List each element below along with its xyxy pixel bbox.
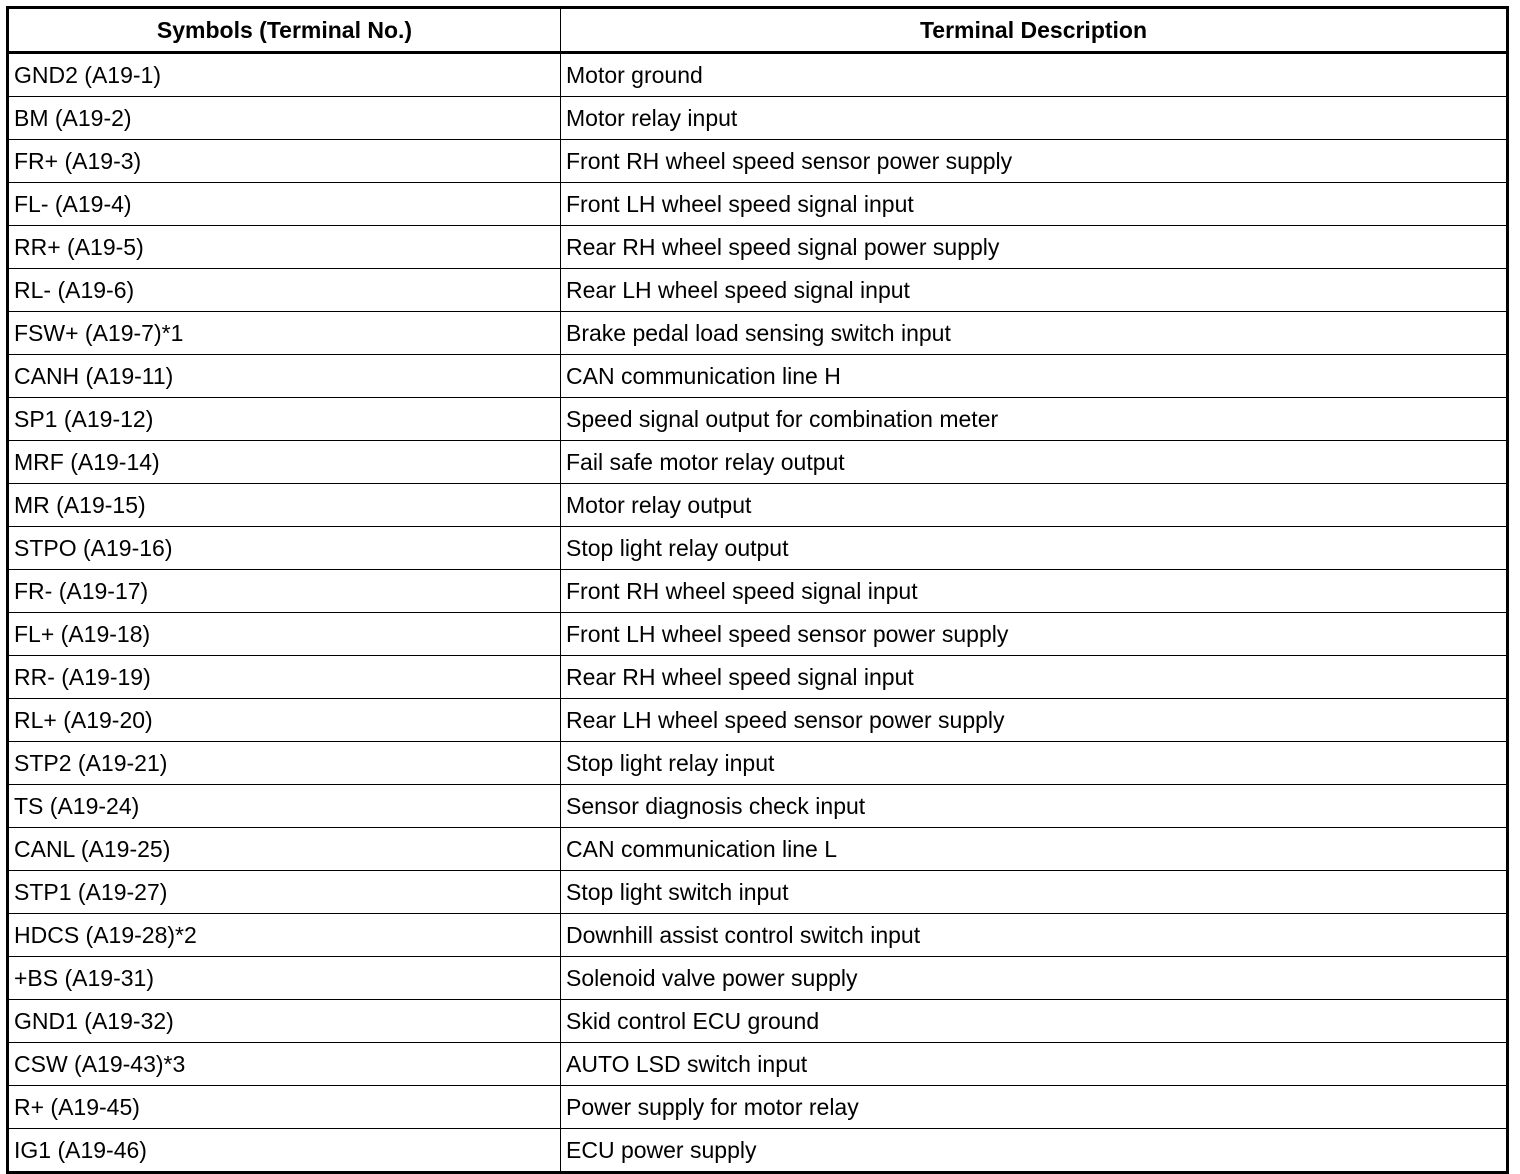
terminal-symbol-cell: IG1 (A19-46)	[8, 1129, 561, 1173]
terminal-symbol-cell: HDCS (A19-28)*2	[8, 914, 561, 957]
terminal-symbol-cell: TS (A19-24)	[8, 785, 561, 828]
terminal-symbol-cell: STP1 (A19-27)	[8, 871, 561, 914]
terminal-description-cell: Rear RH wheel speed signal input	[561, 656, 1508, 699]
terminal-description-cell: Front RH wheel speed signal input	[561, 570, 1508, 613]
terminal-description-cell: Power supply for motor relay	[561, 1086, 1508, 1129]
table-row	[8, 828, 1508, 871]
table-row	[8, 1043, 1508, 1086]
terminal-description-cell: Front LH wheel speed sensor power supply	[561, 613, 1508, 656]
terminal-description-cell: Motor relay output	[561, 484, 1508, 527]
terminal-description-cell: Brake pedal load sensing switch input	[561, 312, 1508, 355]
terminal-symbol-cell: CANL (A19-25)	[8, 828, 561, 871]
terminal-symbol-cell: STPO (A19-16)	[8, 527, 561, 570]
terminal-symbol-cell: FL+ (A19-18)	[8, 613, 561, 656]
table-row	[8, 613, 1508, 656]
table-row	[8, 355, 1508, 398]
table-row	[8, 312, 1508, 355]
terminal-symbol-cell: CSW (A19-43)*3	[8, 1043, 561, 1086]
header-symbol: Symbols (Terminal No.)	[8, 8, 561, 53]
terminal-description-cell: AUTO LSD switch input	[561, 1043, 1508, 1086]
table-row	[8, 441, 1508, 484]
table-row	[8, 1129, 1508, 1173]
terminal-description-cell: CAN communication line L	[561, 828, 1508, 871]
table-row	[8, 1086, 1508, 1129]
terminal-symbol-cell: RL- (A19-6)	[8, 269, 561, 312]
table-row	[8, 183, 1508, 226]
terminal-description-cell: ECU power supply	[561, 1129, 1508, 1173]
terminal-description-cell: Rear LH wheel speed signal input	[561, 269, 1508, 312]
table-row	[8, 742, 1508, 785]
table-row	[8, 226, 1508, 269]
table-row	[8, 97, 1508, 140]
table-row	[8, 1000, 1508, 1043]
table-row	[8, 656, 1508, 699]
table-row	[8, 53, 1508, 97]
terminal-description-cell: Solenoid valve power supply	[561, 957, 1508, 1000]
terminal-symbol-cell: GND1 (A19-32)	[8, 1000, 561, 1043]
terminal-symbol-cell: RL+ (A19-20)	[8, 699, 561, 742]
terminal-symbol-cell: FR+ (A19-3)	[8, 140, 561, 183]
terminal-description-cell: Stop light switch input	[561, 871, 1508, 914]
terminal-symbol-cell: SP1 (A19-12)	[8, 398, 561, 441]
terminal-description-cell: Motor relay input	[561, 97, 1508, 140]
terminal-symbol-cell: RR- (A19-19)	[8, 656, 561, 699]
table-header-row	[8, 8, 1508, 53]
terminal-description-cell: Front RH wheel speed sensor power supply	[561, 140, 1508, 183]
table-row	[8, 527, 1508, 570]
terminal-description-cell: Speed signal output for combination meter	[561, 398, 1508, 441]
terminal-description-cell: Motor ground	[561, 53, 1508, 97]
terminal-symbol-cell: GND2 (A19-1)	[8, 53, 561, 97]
terminal-symbol-cell: STP2 (A19-21)	[8, 742, 561, 785]
terminal-description-cell: Stop light relay output	[561, 527, 1508, 570]
table-row	[8, 140, 1508, 183]
terminal-description-cell: CAN communication line H	[561, 355, 1508, 398]
terminal-symbol-cell: CANH (A19-11)	[8, 355, 561, 398]
terminal-description-cell: Stop light relay input	[561, 742, 1508, 785]
terminal-description-cell: Sensor diagnosis check input	[561, 785, 1508, 828]
terminal-description-cell: Rear RH wheel speed signal power supply	[561, 226, 1508, 269]
table-row	[8, 484, 1508, 527]
terminal-symbol-cell: RR+ (A19-5)	[8, 226, 561, 269]
table-row	[8, 570, 1508, 613]
terminal-symbol-cell: +BS (A19-31)	[8, 957, 561, 1000]
table-body	[8, 53, 1508, 1173]
terminal-symbol-cell: MR (A19-15)	[8, 484, 561, 527]
terminal-symbol-cell: FSW+ (A19-7)*1	[8, 312, 561, 355]
table-row	[8, 871, 1508, 914]
table-row	[8, 699, 1508, 742]
table-row	[8, 957, 1508, 1000]
terminal-description-cell: Fail safe motor relay output	[561, 441, 1508, 484]
table-row	[8, 914, 1508, 957]
terminal-symbol-cell: R+ (A19-45)	[8, 1086, 561, 1129]
header-description: Terminal Description	[561, 8, 1508, 53]
table-row	[8, 785, 1508, 828]
terminal-description-cell: Rear LH wheel speed sensor power supply	[561, 699, 1508, 742]
terminal-symbol-cell: FL- (A19-4)	[8, 183, 561, 226]
terminal-description-cell: Downhill assist control switch input	[561, 914, 1508, 957]
terminal-table	[6, 6, 1509, 1174]
terminal-description-cell: Skid control ECU ground	[561, 1000, 1508, 1043]
terminal-symbol-cell: BM (A19-2)	[8, 97, 561, 140]
terminal-description-cell: Front LH wheel speed signal input	[561, 183, 1508, 226]
terminal-symbol-cell: MRF (A19-14)	[8, 441, 561, 484]
table-row	[8, 398, 1508, 441]
terminal-symbol-cell: FR- (A19-17)	[8, 570, 561, 613]
table-row	[8, 269, 1508, 312]
